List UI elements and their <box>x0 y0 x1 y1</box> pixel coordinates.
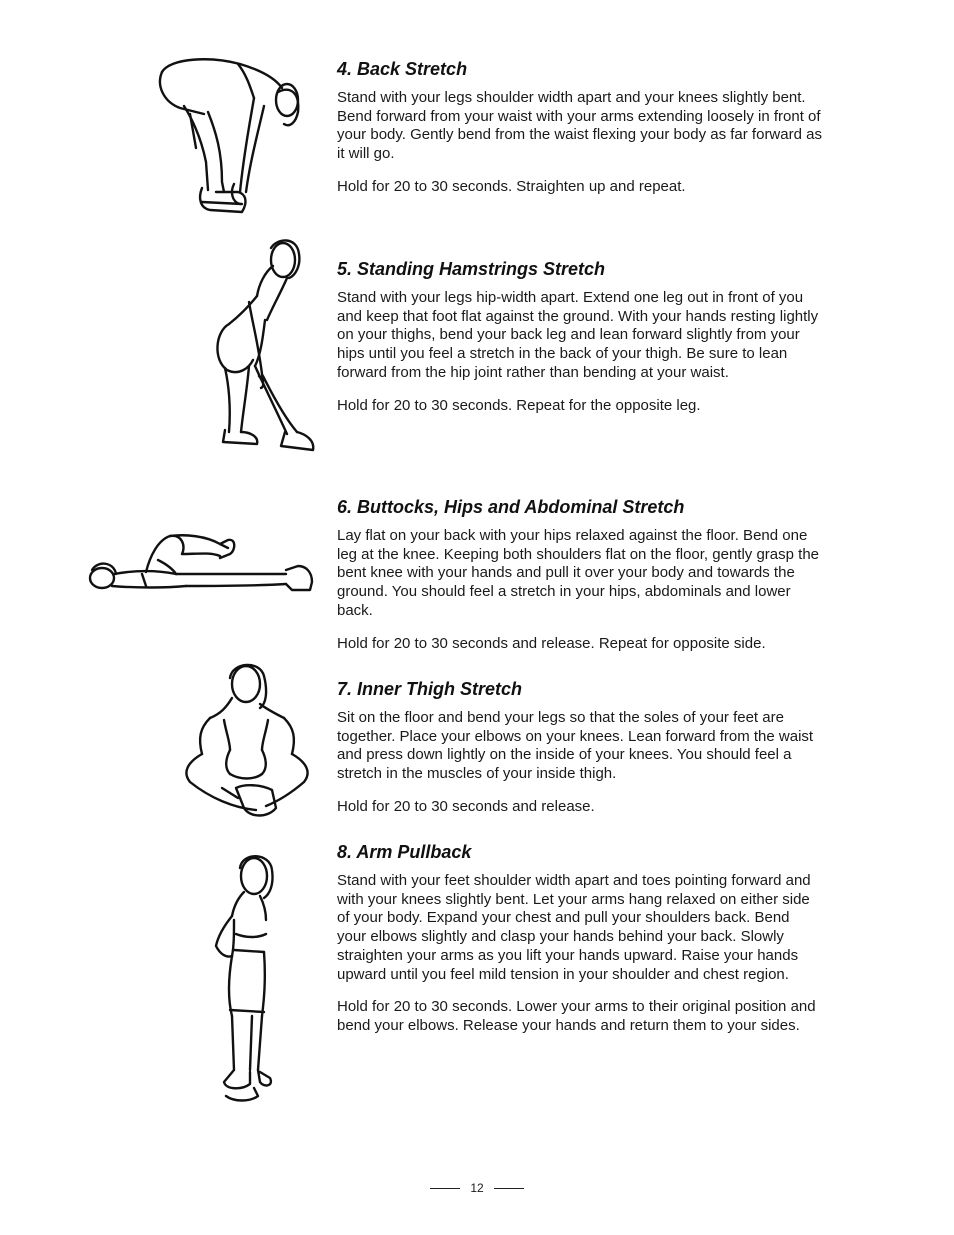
back-stretch-illustration <box>150 52 310 220</box>
instruction-paragraph: Sit on the floor and bend your legs so that the soles of your feet are together. Place your elbows on your knees. Lean forward from the waist and press down lightly on the inside of your knees. You should feel a stretch in the muscles of your inside thigh. <box>337 709 814 783</box>
hip-stretch-illustration <box>86 530 318 602</box>
page-number: 12 <box>470 1181 484 1195</box>
hold-instruction: Hold for 20 to 30 seconds. Lower your arms to their original position and bend your elbows. Release your hands and return them to your sides. <box>337 998 816 1034</box>
section-title: 5. Standing Hamstrings Stretch <box>337 259 606 279</box>
section-title: 6. Buttocks, Hips and Abdominal Stretch <box>337 497 685 517</box>
hamstring-stretch-illustration <box>205 236 320 458</box>
section-title: 4. Back Stretch <box>337 59 468 79</box>
page-footer <box>0 1178 954 1198</box>
instruction-paragraph: Stand with your legs hip-width apart. Extend one leg out in front of you and keep that foot flat against the ground. With your hands resting lightly on your thighs, bend your back leg and lean forward slightly from your hips until you feel a stretch in the back of your thigh. Be sure to lean forward from the hip joint rather than bending at your waist. <box>337 289 819 381</box>
inner-thigh-stretch-illustration <box>180 658 315 823</box>
hold-instruction: Hold for 20 to 30 seconds. Straighten up and repeat. <box>337 177 686 195</box>
footer-rule-right <box>494 1188 524 1189</box>
instruction-paragraph: Stand with your feet shoulder width apart and toes pointing forward and with your knees slightly bent. Let your arms hang relaxed on either side of your body. Expand your chest and pull your shoulders back. Bend your elbows slightly and clasp your hands behind your back. Slowly straighten your arms as you lift your hands upward. Raise your hands upward until you feel mild tension in your shoulder and chest region. <box>337 872 811 983</box>
hold-instruction: Hold for 20 to 30 seconds and release. <box>337 797 595 815</box>
arm-pullback-illustration <box>204 850 279 1110</box>
instruction-paragraph: Stand with your legs shoulder width apart and your knees slightly bent. Bend forward from your waist with your arms extending loosely in front of your body. Gently bend from the waist flexing your body as far forward as it will go. <box>337 89 822 163</box>
instruction-paragraph: Lay flat on your back with your hips relaxed against the floor. Bend one leg at the knee. Keeping both shoulders flat on the floor, gently grasp the bent knee with your hands and pull it over your body and towards the ground. You should feel a stretch in your hips, abdominals and lower back. <box>337 527 819 619</box>
footer-rule-left <box>430 1188 460 1189</box>
section-title: 7. Inner Thigh Stretch <box>337 679 523 699</box>
hold-instruction: Hold for 20 to 30 seconds. Repeat for the opposite leg. <box>337 396 701 414</box>
hold-instruction: Hold for 20 to 30 seconds and release. Repeat for opposite side. <box>337 634 766 652</box>
section-title: 8. Arm Pullback <box>337 842 472 862</box>
